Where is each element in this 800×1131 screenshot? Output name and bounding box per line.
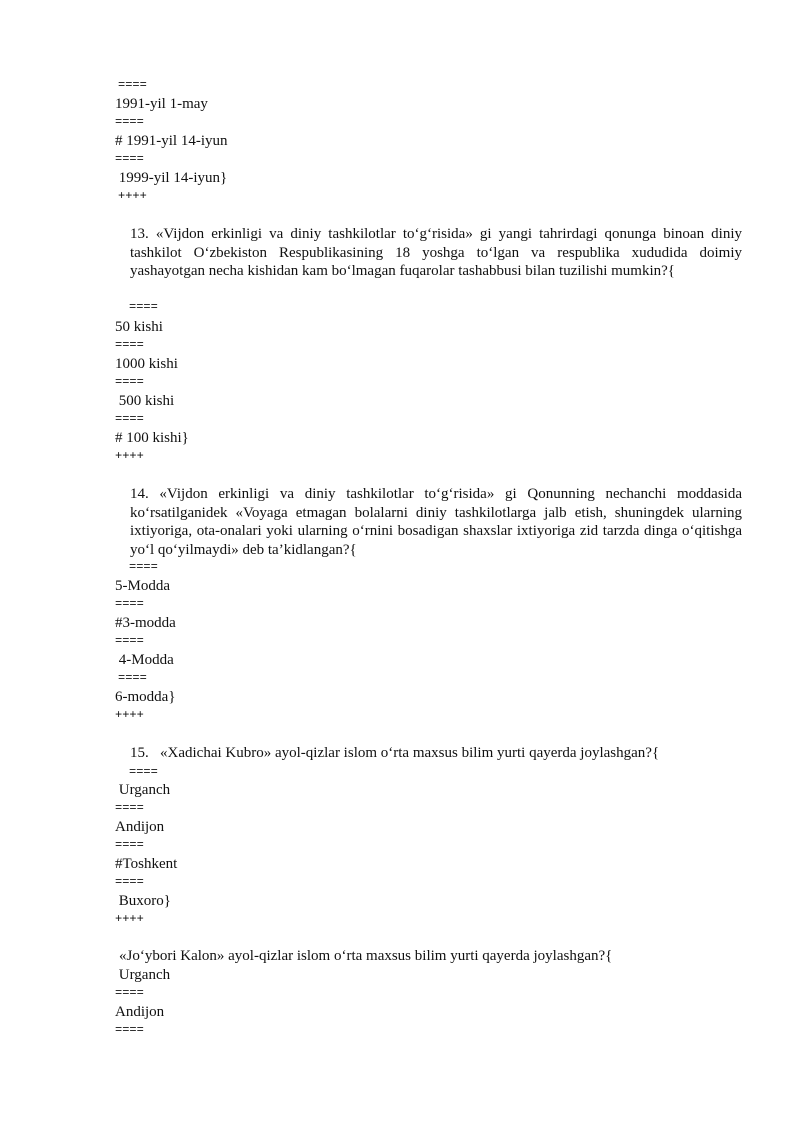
separator: ==== xyxy=(115,115,144,129)
answer-option: 500 kishi xyxy=(115,393,175,409)
answer-option: 1000 kishi xyxy=(115,356,178,372)
separator: ==== xyxy=(115,1023,144,1037)
answer-option: 5-Modda xyxy=(115,578,170,594)
answer-option: 4-Modda xyxy=(115,652,174,668)
separator: ==== xyxy=(115,986,144,1000)
answer-option: 1991-yil 1-may xyxy=(115,96,208,112)
answer-option: Urganch xyxy=(115,967,171,983)
question-text: 14. «Vijdon erkinligi va diniy tashkilotlar to‘g‘risida» gi Qonunning nechanchi moddasida ko‘rsatilganidek «Voyaga etmagan bolalarni diniy tashkilotlarga jalb etish, shuningdek ularning ixtiyoriga, ota-onalari yoki ularning o‘rnini bosadigan shaxslar ixtiyoriga zid tarzda dinga o‘qitishga yo‘l qo‘yilmaydi» deb ta’kidlangan?{ xyxy=(130,486,742,558)
question-13 xyxy=(130,225,742,281)
separator: ==== xyxy=(115,838,144,852)
answer-option: 6-modda} xyxy=(115,689,176,705)
separator: ==== xyxy=(118,671,147,685)
separator: ==== xyxy=(115,338,144,352)
separator: ==== xyxy=(115,634,144,648)
answer-option-correct: #Toshkent xyxy=(115,856,178,872)
separator: ==== xyxy=(118,78,147,92)
answer-option: Andijon xyxy=(115,1004,165,1020)
separator: ==== xyxy=(115,412,144,426)
question-14 xyxy=(130,485,742,559)
question-end-marker: ++++ xyxy=(115,708,144,722)
answer-option: 1999-yil 14-iyun} xyxy=(115,170,228,186)
answer-option-correct: # 1991-yil 14-iyun xyxy=(115,133,228,149)
answer-option: Buxoro} xyxy=(115,893,171,909)
question-text: 15. «Xadichai Kubro» ayol-qizlar islom o‘rta maxsus bilim yurti qayerda joylashgan?{ xyxy=(130,745,660,761)
question-text: 13. «Vijdon erkinligi va diniy tashkilotlar to‘g‘risida» gi yangi tahrirdagi qonunga binoan diniy tashkilot O‘zbekiston Respublikasining 18 yoshga to‘lgan va respublika xududida doimiy yashayotgan necha kishidan kam bo‘lmagan fuqarolar tashabbusi bilan tuzilishi mumkin?{ xyxy=(130,226,742,279)
answer-option-correct: #3-modda xyxy=(115,615,176,631)
separator: ==== xyxy=(115,801,144,815)
answer-option: 50 kishi xyxy=(115,319,163,335)
question-end-marker: ++++ xyxy=(115,912,144,926)
separator: ==== xyxy=(129,765,158,779)
separator: ==== xyxy=(115,597,144,611)
answer-option: Andijon xyxy=(115,819,165,835)
separator: ==== xyxy=(129,300,158,314)
separator: ==== xyxy=(115,152,144,166)
separator: ==== xyxy=(115,375,144,389)
answer-option-correct: # 100 kishi} xyxy=(115,430,189,446)
answer-option: Urganch xyxy=(115,782,171,798)
question-end-marker: ++++ xyxy=(118,189,147,203)
separator: ==== xyxy=(129,560,158,574)
separator: ==== xyxy=(115,875,144,889)
question-end-marker: ++++ xyxy=(115,449,144,463)
question-text: «Jo‘ybori Kalon» ayol-qizlar islom o‘rta maxsus bilim yurti qayerda joylashgan?{ xyxy=(119,948,613,964)
